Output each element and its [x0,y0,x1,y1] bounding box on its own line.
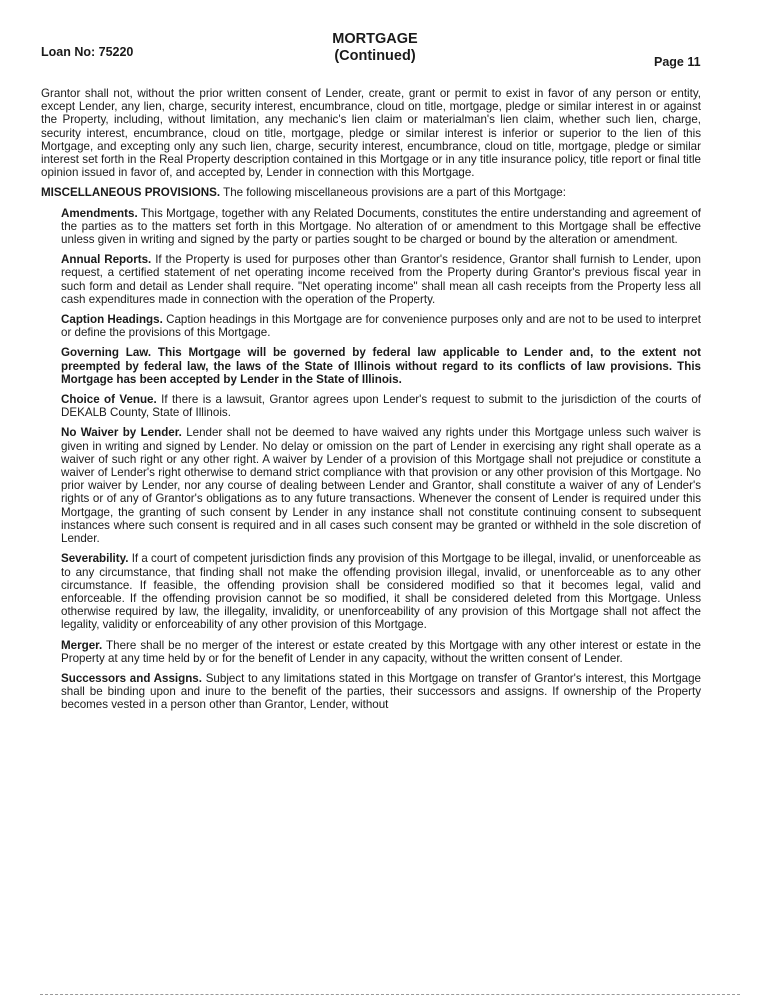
section-annual-reports [41,253,701,306]
section-merger [41,639,701,665]
section-heading: Amendments. [61,206,138,220]
section-text: Caption headings in this Mortgage are for convenience purposes only and are not to be used to interpret or define the provisions of this Mortgage. [61,313,701,340]
section-text: If there is a lawsuit, Grantor agrees upon Lender's request to submit to the jurisdiction of the courts of DEKALB County, State of Illinois. [61,393,701,420]
misc-provisions-heading: MISCELLANEOUS PROVISIONS. [41,186,221,200]
document-title [300,31,450,65]
section-heading: Merger. [61,638,103,652]
misc-provisions-paragraph [41,186,701,199]
section-caption-headings [41,313,701,339]
section-text: There shall be no merger of the interest or estate created by this Mortgage with any other interest or estate in the Property at any time held by or for the benefit of Lender in any capacity, without the written consent of Lender. [61,638,701,665]
loan-number: Loan No: 75220 [41,45,134,59]
section-no-waiver [41,426,701,545]
section-choice-of-venue [41,393,701,419]
document-body [41,87,701,719]
intro-paragraph: Grantor shall not, without the prior written consent of Lender, create, grant or permit to exist in favor of any person or entity, except Lender, any lien, charge, security interest, encumbrance, cloud on title, mortgage, pledge or similar interest in or against the Property, including, without limitation, any mechanic's lien claim or materialman's lien claim, whether such lien, charge, security interest, encumbrance, cloud on title, mortgage, pledge or similar interest is inferior or superior to the lien of this Mortgage, and excepting only any such lien, charge, security interest, encumbrance, cloud on title, mortgage, pledge or similar interest set forth in the Real Property description contained in this Mortgage or in any title insurance policy, title report or final title opinion issued in favor of, and accepted by, Lender in connection with this Mortgage. [41,87,701,180]
section-severability [41,552,701,631]
section-text: This Mortgage will be governed by federal law applicable to Lender and, to the extent not preempted by federal law, the laws of the State of Illinois without regard to its conflicts of law provisions. This Mortgage has been accepted by Lender in the State of Illinois. [61,346,701,386]
section-heading: Choice of Venue. [61,393,157,407]
footer-divider [40,994,740,996]
section-heading: Severability. [61,552,129,566]
section-governing-law [41,346,701,386]
misc-provisions-text: The following miscellaneous provisions are a part of this Mortgage: [223,186,566,200]
section-heading: Governing Law. [61,346,152,360]
section-heading: Annual Reports. [61,253,152,267]
section-successors-assigns [41,672,701,712]
section-text: Lender shall not be deemed to have waived any rights under this Mortgage unless such waiver is given in writing and signed by Lender. No delay or omission on the part of Lender in exercising any right shall operate as a waiver of such right or any other right. A waiver by Lender of a provision of this Mortgage shall not prejudice or constitute a waiver of Lender's right otherwise to demand strict compliance with that provision or any other provision of this Mortgage. No prior waiver by Lender, nor any course of dealing between Lender and Grantor, shall constitute a waiver of any of Lender's rights or of any of Grantor's obligations as to any future transactions. Whenever the consent of Lender is required under this Mortgage, the granting of such consent by Lender in any instance shall not constitute continuing consent to subsequent instances where such consent is required and in all cases such consent may be granted or withheld in the sole discretion of Lender. [61,426,701,546]
section-amendments [41,207,701,247]
title-text: MORTGAGE [332,31,418,47]
section-text: If a court of competent jurisdiction finds any provision of this Mortgage to be illegal, invalid, or unenforceable as to any circumstance, that finding shall not make the offending provision illegal, invalid, or unenforceable as to any other circumstance. If feasible, the offending provision shall be considered modified so that it becomes legal, valid and enforceable. If the offending provision cannot be so modified, it shall be considered deleted from this Mortgage. Unless otherwise required by law, the illegality, invalidity, or unenforceability of any provision of this Mortgage shall not affect the legality, validity or enforceability of any other provision of this Mortgage. [61,552,701,632]
page-number: Page 11 [654,55,701,69]
section-text: This Mortgage, together with any Related Documents, constitutes the entire understanding and agreement of the parties as to the matters set forth in this Mortgage. No alteration of or amendment to this Mortgage shall be effective unless given in writing and signed by the party or parties sought to be charged or bound by the alteration or amendment. [61,206,701,247]
section-text: If the Property is used for purposes other than Grantor's residence, Grantor shall furnish to Lender, upon request, a certified statement of net operating income received from the Property during Grantor's previous fiscal year in such form and detail as Lender shall require. "Net operating income" shall mean all cash receipts from the Property less all cash expenditures made in connection with the operation of the Property. [61,253,701,306]
section-heading: Successors and Assigns. [61,671,202,685]
section-heading: Caption Headings. [61,313,163,327]
section-heading: No Waiver by Lender. [61,426,182,440]
section-text: Subject to any limitations stated in this Mortgage on transfer of Grantor's interest, this Mortgage shall be binding upon and inure to the benefit of the parties, their successors and assigns. If ownership of the Property becomes vested in a person other than Grantor, Lender, without [61,671,701,712]
subtitle-text: (Continued) [334,48,416,64]
